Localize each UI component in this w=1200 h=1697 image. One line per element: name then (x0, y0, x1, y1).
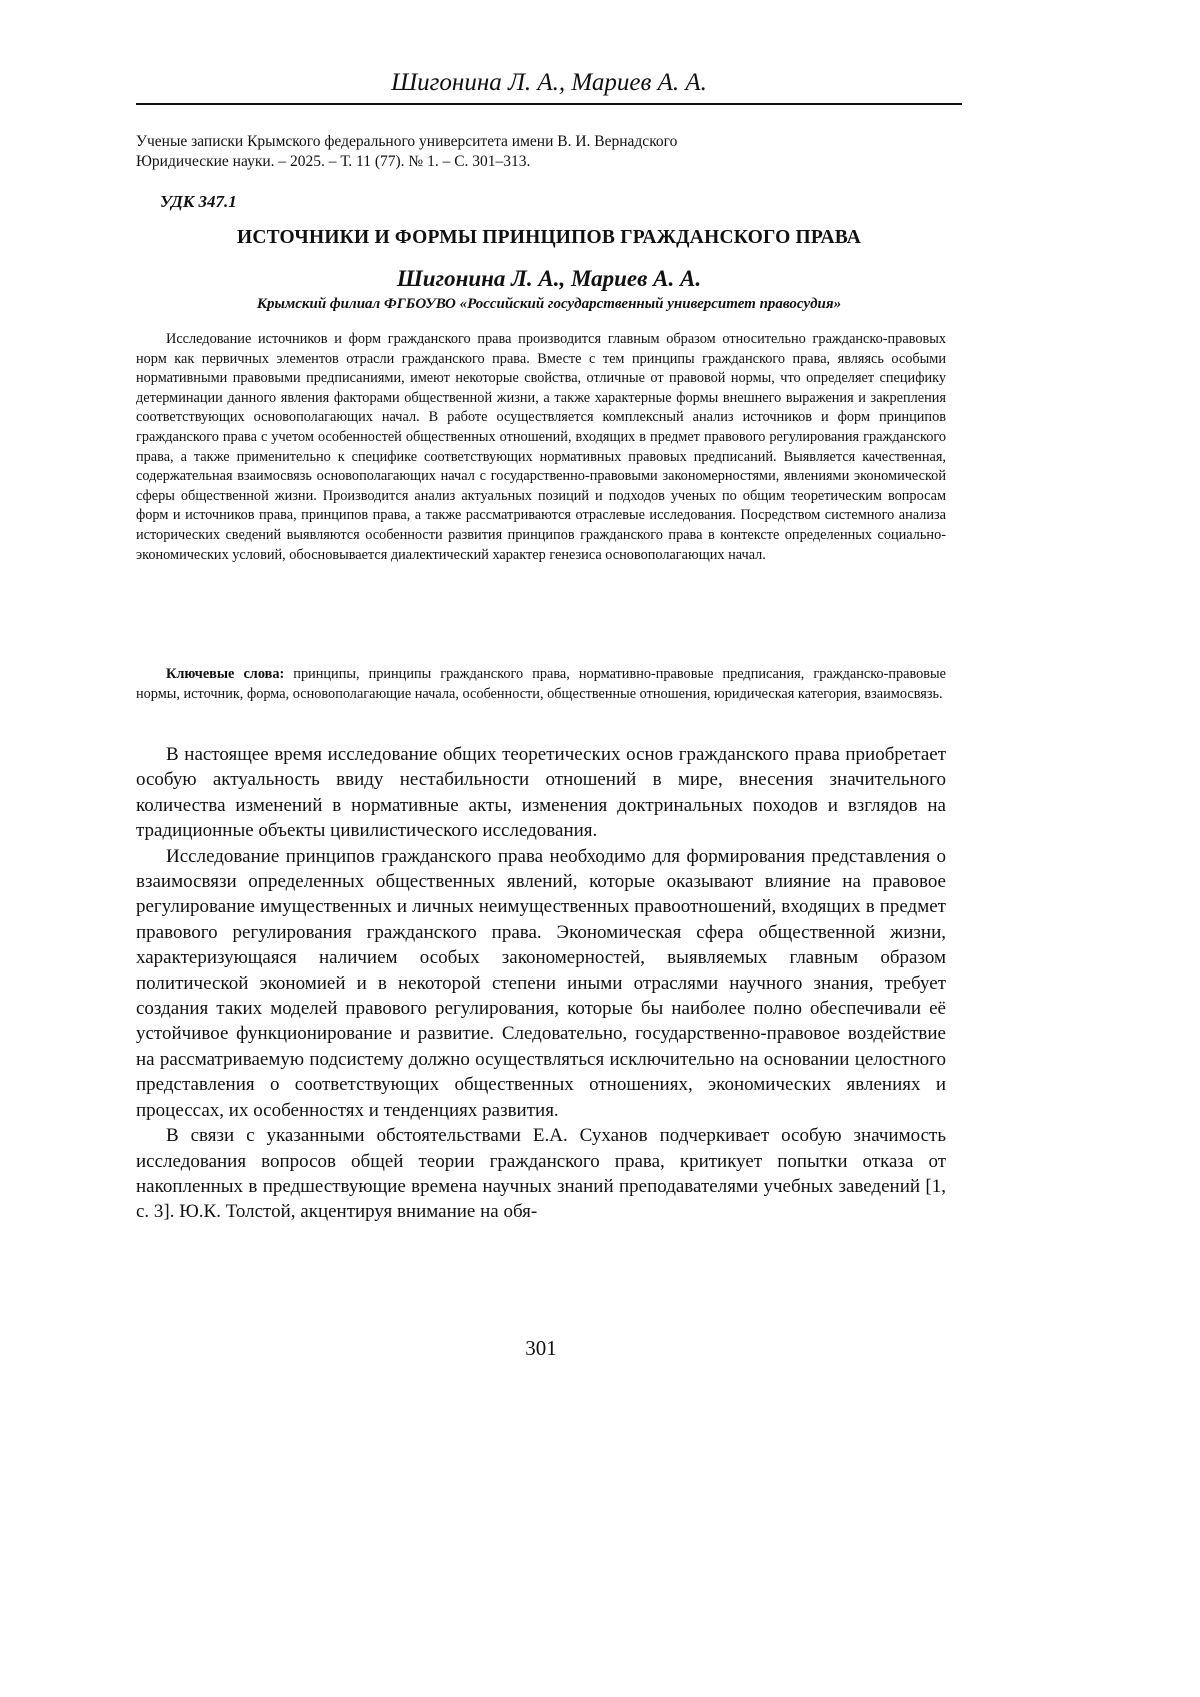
journal-info (136, 132, 962, 172)
keywords-text: принципы, принципы гражданского права, нормативно-правовые предписания, гражданско-правовые нормы, источник, форма, основополагающие начала, особенности, общественные отношения, юридическая категория, взаимосвязь. (136, 666, 946, 702)
journal-line-1: Ученые записки Крымского федерального университета имени В. И. Вернадского (136, 132, 962, 152)
running-head: Шигонина Л. А., Мариев А. А. (136, 68, 962, 98)
body-paragraph: В настоящее время исследование общих теоретических основ гражданского права приобретает особую актуальность ввиду нестабильности отношений в мире, внесения значительного количества изменений в нормативные акты, изменения доктринальных походов и взглядов на традиционные объекты цивилистического исследования. (136, 742, 946, 844)
body-text (136, 742, 946, 1225)
paper-page (0, 0, 1200, 1697)
article-title: ИСТОЧНИКИ И ФОРМЫ ПРИНЦИПОВ ГРАЖДАНСКОГО ПРАВА (136, 227, 962, 249)
journal-line-2: Юридические науки. – 2025. – Т. 11 (77). № 1. – С. 301–313. (136, 152, 962, 172)
keywords (136, 665, 946, 704)
header-rule (136, 103, 962, 105)
udk-code: УДК 347.1 (160, 192, 237, 212)
page-number: 301 (136, 1336, 946, 1361)
authors: Шигонина Л. А., Мариев А. А. (136, 266, 962, 292)
abstract: Исследование источников и форм гражданского права производится главным образом относительно гражданско-правовых норм как первичных элементов отрасли гражданского права. Вместе с тем принципы гражданского права, являясь особыми нормативными правовыми предписаниями, имеют некоторые свойства, отличные от правовой нормы, что определяет специфику детерминации данного явления факторами общественной жизни, а также характерные формы внешнего выражения и закрепления соответствующих основополагающих начал. В работе осуществляется комплексный анализ источников и форм принципов гражданского права с учетом особенностей общественных отношений, входящих в предмет правового регулирования гражданского права, а также применительно к специфике соответствующих нормативных правовых предписаний. Выявляется качественная, содержательная взаимосвязь основополагающих начал с государственно-правовыми закономерностями, явлениями экономической сферы общественной жизни. Производится анализ актуальных позиций и подходов ученых по общим теоретическим вопросам форм и источников права, принципов права, а также рассматриваются отраслевые исследования. Посредством системного анализа исторических сведений выявляются особенности развития принципов гражданского права в контексте определенных социально-экономических условий, обосновывается диалектический характер генезиса основополагающих начал. (136, 330, 946, 565)
keywords-label: Ключевые слова: (166, 666, 284, 682)
body-paragraph: Исследование принципов гражданского права необходимо для формирования представления о взаимосвязи определенных общественных явлений, которые оказывают влияние на правовое регулирование имущественных и личных неимущественных правоотношений, входящих в предмет правового регулирования гражданского права. Экономическая сфера общественной жизни, характеризующаяся наличием особых закономерностей, выявляемых главным образом политической экономией и в некоторой степени иными отраслями научного знания, требует создания таких моделей правового регулирования, которые бы наиболее полно обеспечивали её устойчивое функционирование и развитие. Следовательно, государственно-правовое воздействие на рассматриваемую подсистему должно осуществляться исключительно на основании целостного представления о соответствующих общественных отношениях, экономических явлениях и процессах, их особенностях и тенденциях развития. (136, 844, 946, 1123)
affiliation: Крымский филиал ФГБОУВО «Российский государственный университет правосудия» (136, 296, 962, 313)
body-paragraph: В связи с указанными обстоятельствами Е.А. Суханов подчеркивает особую значимость исследования вопросов общей теории гражданского права, критикует попытки отказа от накопленных в предшествующие времена научных знаний преподавателями учебных заведений [1, с. 3]. Ю.К. Толстой, акцентируя внимание на обя- (136, 1123, 946, 1225)
